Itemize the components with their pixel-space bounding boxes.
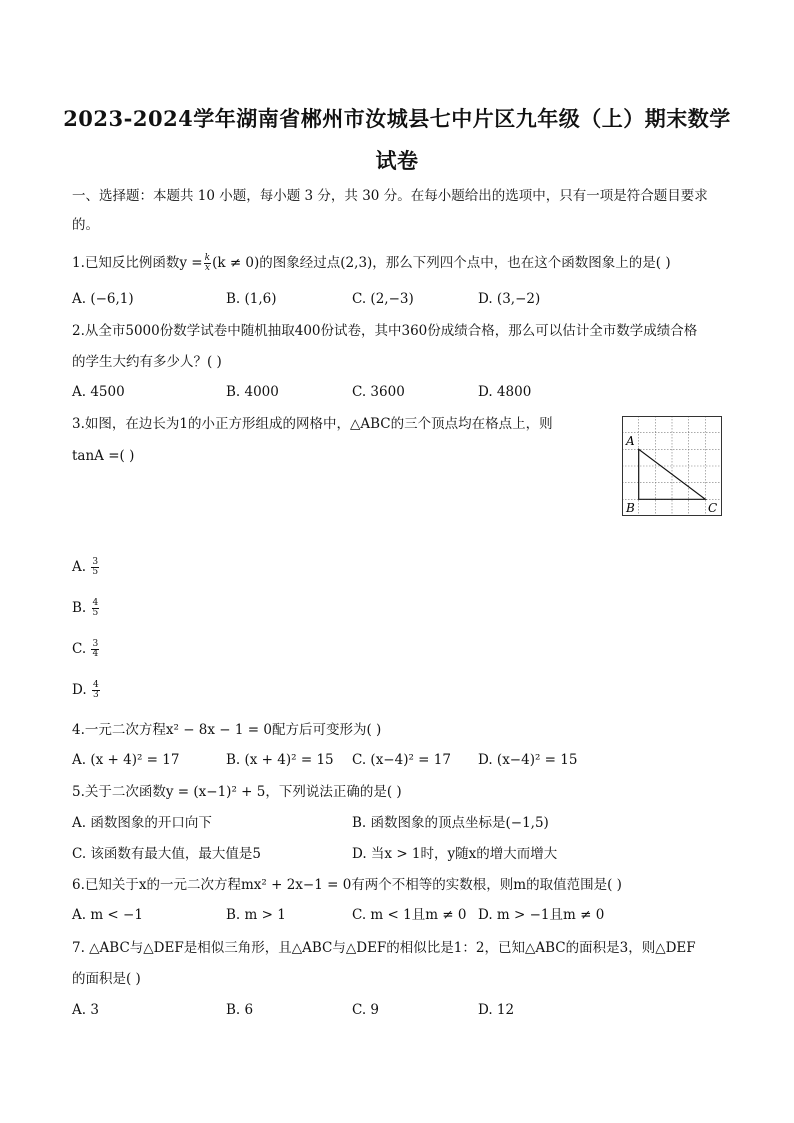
q7-option-d[interactable]: D. 12 — [478, 1002, 515, 1018]
q3-option-a-letter: A. — [72, 559, 87, 575]
q1-stem-post: (k ≠ 0)的图象经过点(2,3)，那么下列四个点中，也在这个函数图象上的是( ) — [212, 255, 671, 271]
question-7-line2: 的面积是( ) — [72, 971, 141, 987]
q2-option-d[interactable]: D. 4800 — [478, 384, 532, 400]
vertex-label-a: A — [626, 434, 635, 448]
q1-fraction — [204, 254, 211, 273]
q3-a-num: 3 — [92, 557, 99, 567]
q2-option-c[interactable]: C. 3600 — [352, 384, 405, 400]
q3-option-b-fraction — [92, 599, 100, 618]
question-7-line1: 7. △ABC与△DEF是相似三角形，且△ABC与△DEF的相似比是1：2，已知△ABC的面积是3，则△DEF — [72, 940, 696, 956]
q3-d-den: 3 — [92, 690, 99, 700]
q3-option-b-letter: B. — [72, 600, 87, 616]
q3-c-num: 3 — [92, 639, 99, 649]
q4-option-b[interactable]: B. (x + 4)² = 15 — [226, 752, 334, 768]
q6-option-c[interactable]: C. m < 1且m ≠ 0 — [352, 907, 467, 923]
section-heading-line2: 的。 — [72, 217, 99, 233]
q1-option-a[interactable]: A. (−6,1) — [72, 291, 134, 307]
q1-option-d[interactable]: D. (3,−2) — [478, 291, 541, 307]
q7-option-a[interactable]: A. 3 — [72, 1002, 99, 1018]
question-2-line1: 2.从全市5000份数学试卷中随机抽取400份试卷，其中360份成绩合格，那么可以估计全市数学成绩合格 — [72, 323, 698, 339]
q4-option-d[interactable]: D. (x−4)² = 15 — [478, 752, 578, 768]
exam-title-line2: 试卷 — [375, 148, 419, 173]
question-2-line2: 的学生大约有多少人？( ) — [72, 354, 222, 370]
q3-b-num: 4 — [92, 598, 99, 608]
q5-option-c[interactable]: C. 该函数有最大值，最大值是5 — [72, 846, 262, 862]
q7-option-c[interactable]: C. 9 — [352, 1002, 380, 1018]
q3-option-d-fraction — [92, 681, 100, 700]
q2-option-a[interactable]: A. 4500 — [72, 384, 125, 400]
grid-lines — [622, 416, 722, 516]
q5-option-a[interactable]: A. 函数图象的开口向下 — [72, 815, 212, 831]
q3-d-num: 4 — [92, 680, 99, 690]
exam-title-line1: 2023-2024学年湖南省郴州市汝城县七中片区九年级（上）期末数学 — [63, 106, 731, 131]
q5-option-d[interactable]: D. 当x > 1时，y随x的增大而增大 — [352, 846, 558, 862]
q3-a-den: 5 — [92, 567, 99, 577]
q3-b-den: 5 — [92, 608, 99, 618]
vertex-label-c: C — [708, 501, 718, 515]
q3-option-c[interactable] — [72, 640, 100, 659]
q3-option-b[interactable] — [72, 599, 100, 618]
question-3-line2: tanA =( ) — [72, 448, 135, 464]
q1-stem-pre: 1.已知反比例函数y = — [72, 255, 203, 271]
vertex-label-b: B — [626, 501, 635, 515]
question-6: 6.已知关于x的一元二次方程mx² + 2x−1 = 0有两个不相等的实数根，则m的取值范围是( ) — [72, 877, 622, 893]
q6-option-b[interactable]: B. m > 1 — [226, 907, 286, 923]
question-1 — [72, 254, 671, 273]
q3-option-c-letter: C. — [72, 641, 87, 657]
question-4: 4.一元二次方程x² − 8x − 1 = 0配方后可变形为( ) — [72, 722, 382, 738]
q4-option-c[interactable]: C. (x−4)² = 17 — [352, 752, 451, 768]
q1-option-b[interactable]: B. (1,6) — [226, 291, 277, 307]
q4-option-a[interactable]: A. (x + 4)² = 17 — [72, 752, 180, 768]
grid-triangle-figure — [622, 416, 722, 516]
q6-option-d[interactable]: D. m > −1且m ≠ 0 — [478, 907, 605, 923]
q7-option-b[interactable]: B. 6 — [226, 1002, 254, 1018]
question-5: 5.关于二次函数y = (x−1)² + 5，下列说法正确的是( ) — [72, 784, 402, 800]
q3-option-a-fraction — [91, 558, 99, 577]
q5-option-b[interactable]: B. 函数图象的顶点坐标是(−1,5) — [352, 815, 549, 831]
q1-frac-den: x — [204, 263, 210, 273]
q2-option-b[interactable]: B. 4000 — [226, 384, 279, 400]
section-heading-line1: 一、选择题：本题共 10 小题，每小题 3 分，共 30 分。在每小题给出的选项中，只有一项是符合题目要求 — [72, 188, 708, 204]
q1-frac-num: k — [204, 253, 211, 263]
q3-option-a[interactable] — [72, 558, 100, 577]
q1-option-c[interactable]: C. (2,−3) — [352, 291, 414, 307]
q3-option-d[interactable] — [72, 681, 101, 700]
q6-option-a[interactable]: A. m < −1 — [72, 907, 143, 923]
q3-c-den: 4 — [92, 649, 99, 659]
q3-option-d-letter: D. — [72, 682, 87, 698]
q3-option-c-fraction — [91, 640, 99, 659]
question-3-line1: 3.如图，在边长为1的小正方形组成的网格中，△ABC的三个顶点均在格点上，则 — [72, 416, 553, 432]
